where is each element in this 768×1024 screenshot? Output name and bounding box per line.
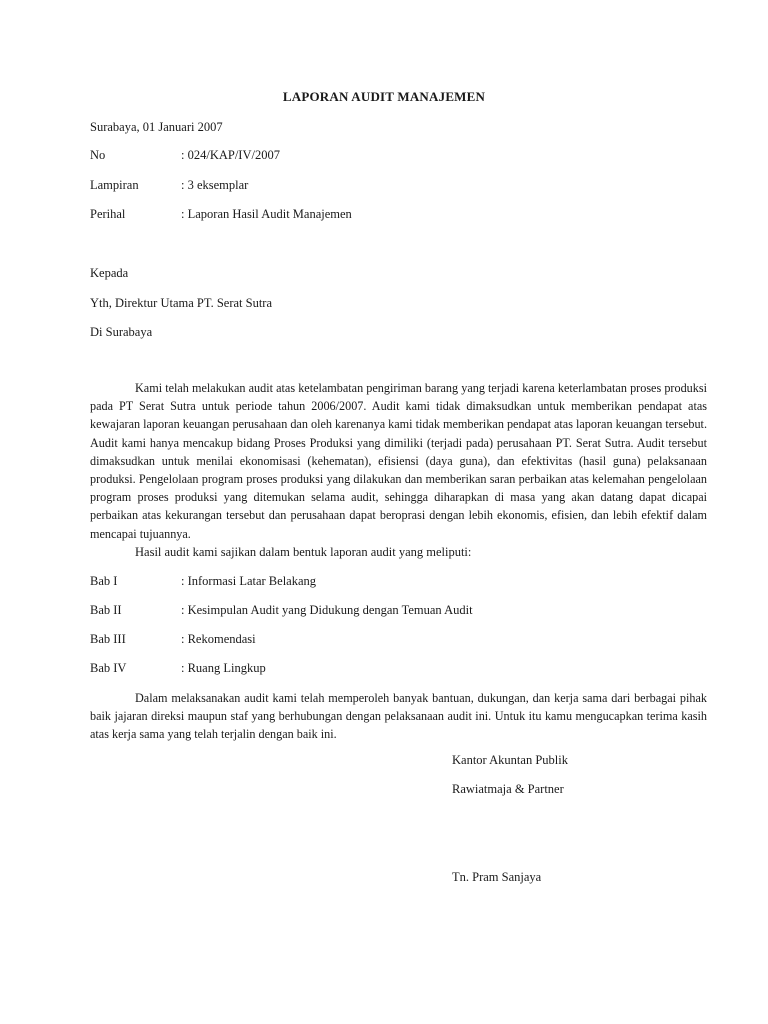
chapter-label: Bab III — [90, 632, 126, 646]
body-paragraph-3 — [90, 689, 707, 744]
chapter-value: : Ruang Lingkup — [181, 661, 266, 675]
recipient-kepada: Kepada — [90, 266, 129, 280]
signature-office: Kantor Akuntan Publik — [452, 753, 568, 767]
body-paragraph-2: Hasil audit kami sajikan dalam bentuk laporan audit yang meliputi: — [135, 545, 472, 559]
document-title: LAPORAN AUDIT MANAJEMEN — [282, 89, 486, 104]
paragraph-text: Dalam melaksanakan audit kami telah memperoleh banyak bantuan, dukungan, dan kerja sama dari berbagai pihak baik jajaran direksi maupun staf yang berhubungan dengan pelaksanaan audit ini. Untuk itu kamu mengucapkan terima kasih atas kerja sama yang telah terjalin dengan baik ini. — [90, 691, 707, 742]
recipient-location: Di Surabaya — [90, 325, 153, 339]
meta-value: : 024/KAP/IV/2007 — [181, 148, 280, 162]
chapter-label: Bab II — [90, 603, 122, 617]
signature-firm: Rawiatmaja & Partner — [452, 782, 564, 796]
chapter-label: Bab IV — [90, 661, 127, 675]
chapter-value: : Kesimpulan Audit yang Didukung dengan Temuan Audit — [181, 603, 473, 617]
meta-value: : 3 eksemplar — [181, 178, 249, 192]
chapter-value: : Rekomendasi — [181, 632, 256, 646]
meta-label: Lampiran — [90, 178, 139, 192]
paragraph-text: Kami telah melakukan audit atas ketelambatan pengiriman barang yang terjadi karena keterlambatan proses produksi pada PT Serat Sutra untuk periode tahun 2006/2007. Audit kami tidak dimaksudkan untuk memberikan pendapat atas kewajaran laporan keuangan perusahaan dan oleh karenanya kami tidak memberikan pendapat atas laporan keuangan tersebut. Audit kami hanya mencakup bidang Proses Produksi yang dimiliki (terjadi pada) perusahaan PT. Serat Sutra. Audit tersebut dimaksudkan untuk menilai ekonomisasi (kehematan), efisiensi (daya guna), dan efektivitas (hasil guna) pelaksanaan produksi. Pengelolaan program proses produksi yang dilakukan dan memberikan saran perbaikan atas kelemahan pengelolaan program proses produksi yang ditemukan selama audit, sehingga diharapkan di masa yang akan datang dapat dicapai perbaikan atas kekurangan tersebut dan perusahaan dapat beroprasi dengan lebih ekonomis, efisien, dan lebih efektif dalam mencapai tujuannya. — [90, 381, 707, 541]
meta-label: Perihal — [90, 207, 126, 221]
body-paragraph-1 — [90, 379, 707, 543]
date-line: Surabaya, 01 Januari 2007 — [90, 120, 223, 134]
recipient-yth: Yth, Direktur Utama PT. Serat Sutra — [90, 296, 273, 310]
meta-value: : Laporan Hasil Audit Manajemen — [181, 207, 352, 221]
chapter-value: : Informasi Latar Belakang — [181, 574, 317, 588]
chapter-label: Bab I — [90, 574, 118, 588]
meta-label: No — [90, 148, 106, 162]
signature-name: Tn. Pram Sanjaya — [452, 870, 542, 884]
